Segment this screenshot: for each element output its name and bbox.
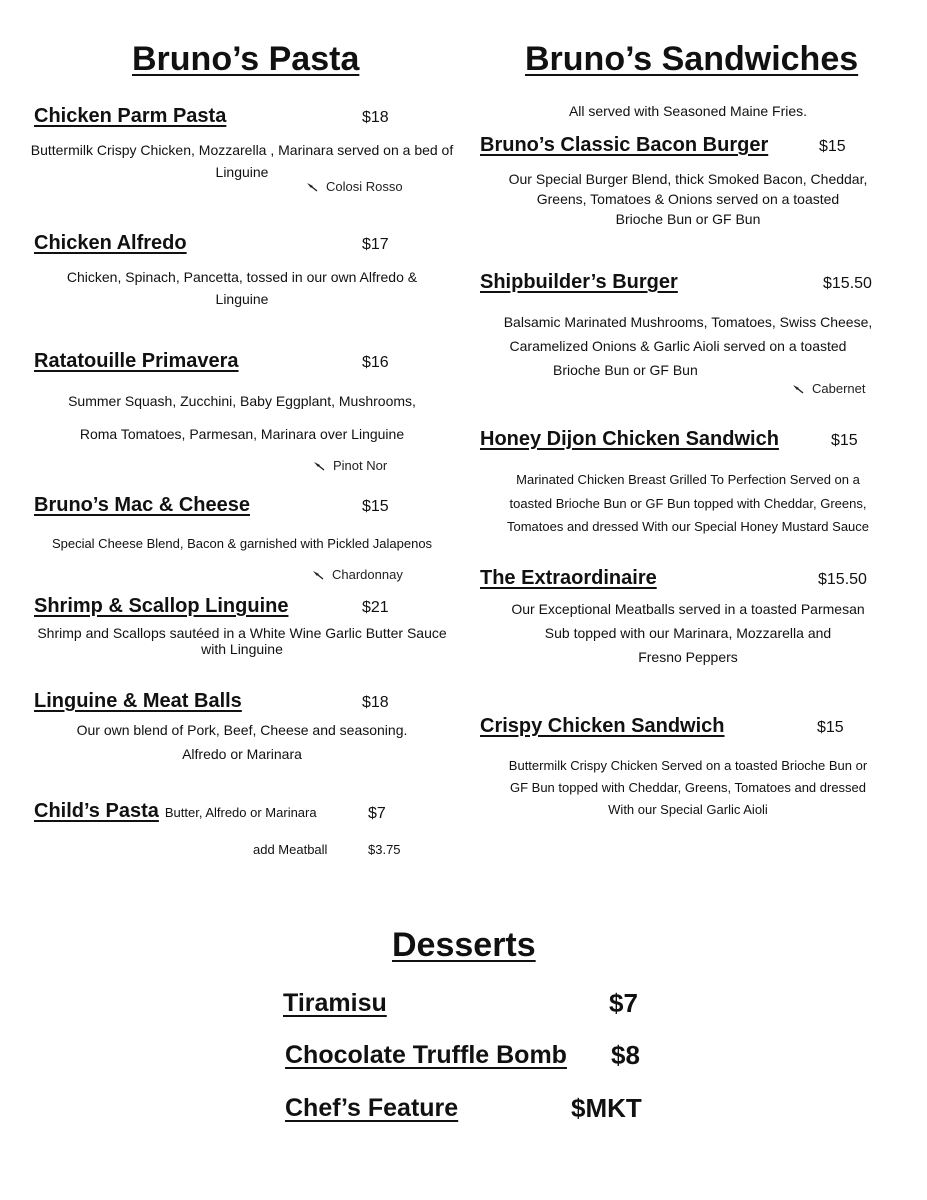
pasta-title: Bruno’s Pasta — [132, 40, 360, 78]
menu-item-description: Caramelized Onions & Garlic Aioli served on a toasted — [509, 338, 847, 354]
menu-item-description: GF Bun topped with Cheddar, Greens, Tomatoes and dressed — [509, 780, 867, 795]
menu-item-description: Summer Squash, Zucchini, Baby Eggplant, Mushrooms, — [68, 393, 416, 409]
menu-item-price: $15.50 — [818, 571, 867, 588]
wine-pairing — [792, 381, 865, 396]
wine-glass-icon — [313, 460, 325, 472]
wine-pairing — [306, 179, 403, 194]
menu-item-description: With our Special Garlic Aioli — [608, 802, 768, 817]
addon-label: add Meatball — [253, 842, 328, 857]
menu-item-description: Alfredo or Marinara — [182, 746, 302, 762]
sandwiches-title: Bruno’s Sandwiches — [525, 40, 859, 78]
menu-item-name: Bruno’s Classic Bacon Burger — [480, 134, 769, 156]
menu-item-description: Chicken, Spinach, Pancetta, tossed in our own Alfredo & Linguine — [66, 269, 418, 307]
wine-pairing — [313, 458, 387, 473]
menu-item-description: Marinated Chicken Breast Grilled To Perfection Served on a — [516, 472, 860, 487]
dessert-name: Tiramisu — [283, 989, 387, 1017]
addon-price: $3.75 — [368, 842, 401, 857]
wine-name: Chardonnay — [332, 567, 403, 582]
menu-item-description: Our own blend of Pork, Beef, Cheese and seasoning. — [76, 722, 408, 738]
menu-item-description: Buttermilk Crispy Chicken Served on a toasted Brioche Bun or — [508, 758, 868, 773]
menu-item-description: Roma Tomatoes, Parmesan, Marinara over Linguine — [79, 426, 405, 442]
menu-item-description: Balsamic Marinated Mushrooms, Tomatoes, Swiss Cheese, — [503, 314, 873, 330]
menu-item-name: Linguine & Meat Balls — [34, 690, 242, 712]
menu-item-name: Shipbuilder’s Burger — [480, 271, 678, 293]
menu-item-description: toasted Brioche Bun or GF Bun topped with Cheddar, Greens, — [509, 496, 867, 511]
wine-name: Pinot Nor — [333, 458, 388, 473]
menu-item-description: Shrimp and Scallops sautéed in a White Wine Garlic Butter Sauce with Linguine — [37, 625, 447, 657]
dessert-price: $MKT — [571, 1093, 642, 1123]
dessert-name: Chocolate Truffle Bomb — [285, 1041, 567, 1069]
menu-item-description: Tomatoes and dressed With our Special Honey Mustard Sauce — [506, 519, 870, 534]
desserts-title: Desserts — [392, 926, 536, 964]
menu-item-price: $16 — [362, 354, 389, 371]
menu-item-description: Fresno Peppers — [638, 649, 738, 665]
dessert-name: Chef’s Feature — [285, 1094, 459, 1122]
menu-item-description: Greens, Tomatoes & Onions served on a toasted — [536, 191, 840, 207]
menu-item-price: $15 — [362, 498, 389, 515]
menu-item-price: $15 — [817, 719, 844, 736]
menu-item-name: Bruno’s Mac & Cheese — [34, 494, 250, 516]
menu-item-price: $21 — [362, 599, 389, 616]
menu-item-price: $15 — [819, 138, 846, 155]
menu-item-name: Chicken Alfredo — [34, 232, 187, 254]
menu-item-name: Chicken Parm Pasta — [34, 105, 227, 127]
menu-item-name: Shrimp & Scallop Linguine — [34, 595, 289, 617]
menu-item-price: $17 — [362, 236, 389, 253]
menu-item-price: $7 — [368, 805, 386, 822]
menu-item-name: Crispy Chicken Sandwich — [480, 715, 725, 737]
dessert-price: $7 — [609, 988, 638, 1018]
menu-item-description: Brioche Bun or GF Bun — [553, 362, 698, 378]
menu-item-price: $18 — [362, 109, 389, 126]
wine-pairing — [312, 567, 403, 582]
wine-glass-icon — [312, 569, 324, 581]
menu-item-name: Child’s Pasta — [34, 800, 159, 822]
menu-item-description: Buttermilk Crispy Chicken, Mozzarella , Marinara served on a bed of Linguine — [30, 142, 454, 180]
wine-glass-icon — [792, 383, 804, 395]
menu-item-description: Brioche Bun or GF Bun — [615, 211, 761, 227]
menu-item-name: Ratatouille Primavera — [34, 350, 239, 372]
wine-name: Colosi Rosso — [326, 179, 403, 194]
menu-item-description: Special Cheese Blend, Bacon & garnished with Pickled Jalapenos — [51, 536, 433, 551]
menu-item-price: $15.50 — [823, 275, 872, 292]
dessert-price: $8 — [611, 1040, 640, 1070]
wine-name: Cabernet — [812, 381, 866, 396]
menu-item-price: $18 — [362, 694, 389, 711]
menu-item-description: Sub topped with our Marinara, Mozzarella and — [544, 625, 832, 641]
child-pasta-row — [34, 800, 317, 823]
menu-item-price: $15 — [831, 432, 858, 449]
menu-item-name: Honey Dijon Chicken Sandwich — [480, 428, 779, 450]
menu-item-name: The Extraordinaire — [480, 567, 657, 589]
wine-glass-icon — [306, 181, 318, 193]
menu-item-description: Our Special Burger Blend, thick Smoked Bacon, Cheddar, — [508, 171, 868, 187]
sandwiches-subtitle: All served with Seasoned Maine Fries. — [568, 103, 808, 119]
menu-item-description: Our Exceptional Meatballs served in a toasted Parmesan — [511, 601, 865, 617]
menu-item-description: Butter, Alfredo or Marinara — [164, 805, 317, 820]
